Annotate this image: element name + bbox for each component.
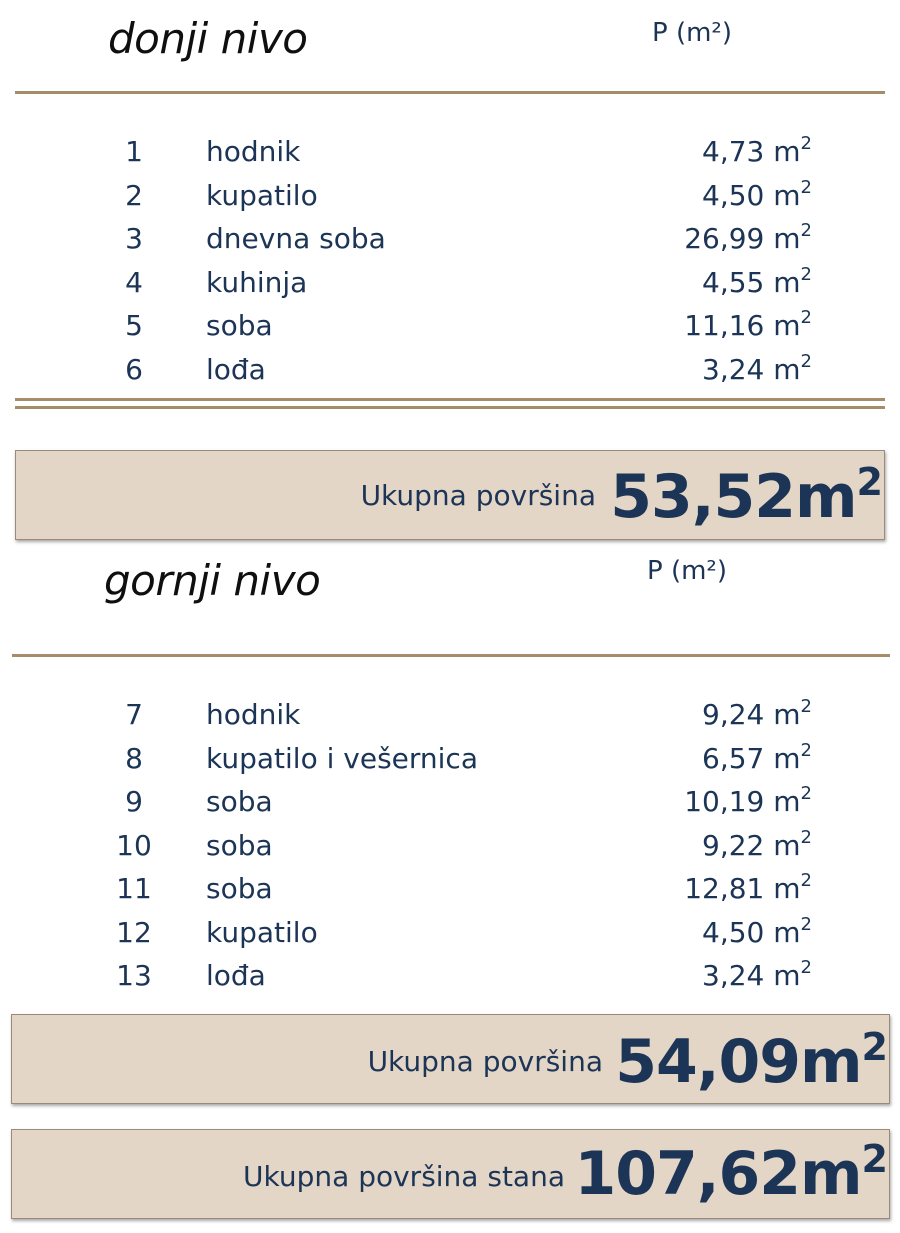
room-row bbox=[114, 785, 812, 829]
room-row bbox=[114, 135, 812, 179]
room-number: 3 bbox=[125, 222, 143, 255]
room-number: 10 bbox=[116, 828, 152, 862]
room-name: kupatilo i vešernica bbox=[206, 741, 478, 775]
total-box-lower bbox=[15, 450, 885, 540]
room-name: soba bbox=[206, 309, 273, 342]
room-name: hodnik bbox=[206, 135, 301, 168]
room-row bbox=[114, 826, 812, 873]
room-number: 7 bbox=[125, 698, 143, 731]
room-number: 2 bbox=[125, 178, 143, 212]
room-name: lođa bbox=[206, 959, 266, 992]
apartment-total-box bbox=[11, 1129, 890, 1219]
room-number: 9 bbox=[125, 785, 143, 818]
total-label: Ukupna površina bbox=[367, 1045, 603, 1078]
room-name: soba bbox=[206, 785, 273, 818]
room-number: 13 bbox=[116, 959, 152, 992]
level-title-lower: donji nivo bbox=[108, 14, 308, 63]
room-row bbox=[114, 263, 812, 310]
room-number: 8 bbox=[125, 741, 143, 775]
room-area: 3,24 $m^2$ bbox=[702, 350, 812, 386]
room-row bbox=[114, 176, 812, 223]
room-row bbox=[114, 872, 812, 916]
room-name: kupatilo bbox=[206, 178, 318, 212]
room-row bbox=[114, 222, 812, 266]
room-row bbox=[114, 913, 812, 960]
room-area: 9,24 $m^2$ bbox=[702, 696, 812, 731]
room-name: soba bbox=[206, 872, 273, 905]
room-area: 9,22 $m^2$ bbox=[702, 826, 812, 862]
column-header-area: P (m²) bbox=[652, 18, 732, 48]
room-area: 10,19 $m^2$ bbox=[684, 783, 812, 818]
room-row bbox=[114, 739, 812, 786]
room-number: 6 bbox=[125, 352, 143, 386]
room-list-upper bbox=[114, 698, 812, 1003]
room-area: 4,55 $m^2$ bbox=[702, 263, 812, 299]
room-number: 4 bbox=[125, 265, 143, 299]
room-name: soba bbox=[206, 828, 273, 862]
room-area: 11,16 $m^2$ bbox=[684, 307, 812, 342]
divider bbox=[15, 91, 885, 94]
room-name: kupatilo bbox=[206, 915, 318, 949]
room-area: 12,81 $m^2$ bbox=[684, 870, 812, 905]
level-title-upper: gornji nivo bbox=[104, 556, 321, 605]
apartment-total-label: Ukupna površina stana bbox=[243, 1160, 565, 1193]
divider bbox=[12, 654, 890, 657]
total-label: Ukupna površina bbox=[360, 479, 596, 512]
room-row bbox=[114, 959, 812, 1003]
room-number: 12 bbox=[116, 915, 152, 949]
room-name: lođa bbox=[206, 352, 266, 386]
room-area: 4,73 $m^2$ bbox=[702, 133, 812, 168]
room-name: dnevna soba bbox=[206, 222, 386, 255]
apartment-total-value: $107,62m^2$ bbox=[574, 1137, 887, 1209]
room-row bbox=[114, 350, 812, 397]
room-name: hodnik bbox=[206, 698, 301, 731]
column-header-area: P (m²) bbox=[647, 556, 727, 586]
room-area: 4,50 $m^2$ bbox=[702, 913, 812, 949]
room-list-lower bbox=[114, 135, 812, 396]
total-box-upper bbox=[11, 1014, 890, 1104]
total-value: $54,09m^2$ bbox=[615, 1025, 887, 1097]
room-area: 6,57 $m^2$ bbox=[702, 739, 812, 775]
room-area: 4,50 $m^2$ bbox=[702, 176, 812, 212]
room-row bbox=[114, 309, 812, 353]
room-area: 26,99 $m^2$ bbox=[684, 220, 812, 255]
room-number: 1 bbox=[125, 135, 143, 168]
double-divider-bottom bbox=[15, 406, 885, 409]
room-number: 11 bbox=[116, 872, 152, 905]
room-area: 3,24 $m^2$ bbox=[702, 957, 812, 992]
double-divider-top bbox=[15, 398, 885, 401]
total-value: $53,52m^2$ bbox=[610, 460, 882, 532]
room-number: 5 bbox=[125, 309, 143, 342]
room-name: kuhinja bbox=[206, 265, 308, 299]
room-row bbox=[114, 698, 812, 742]
